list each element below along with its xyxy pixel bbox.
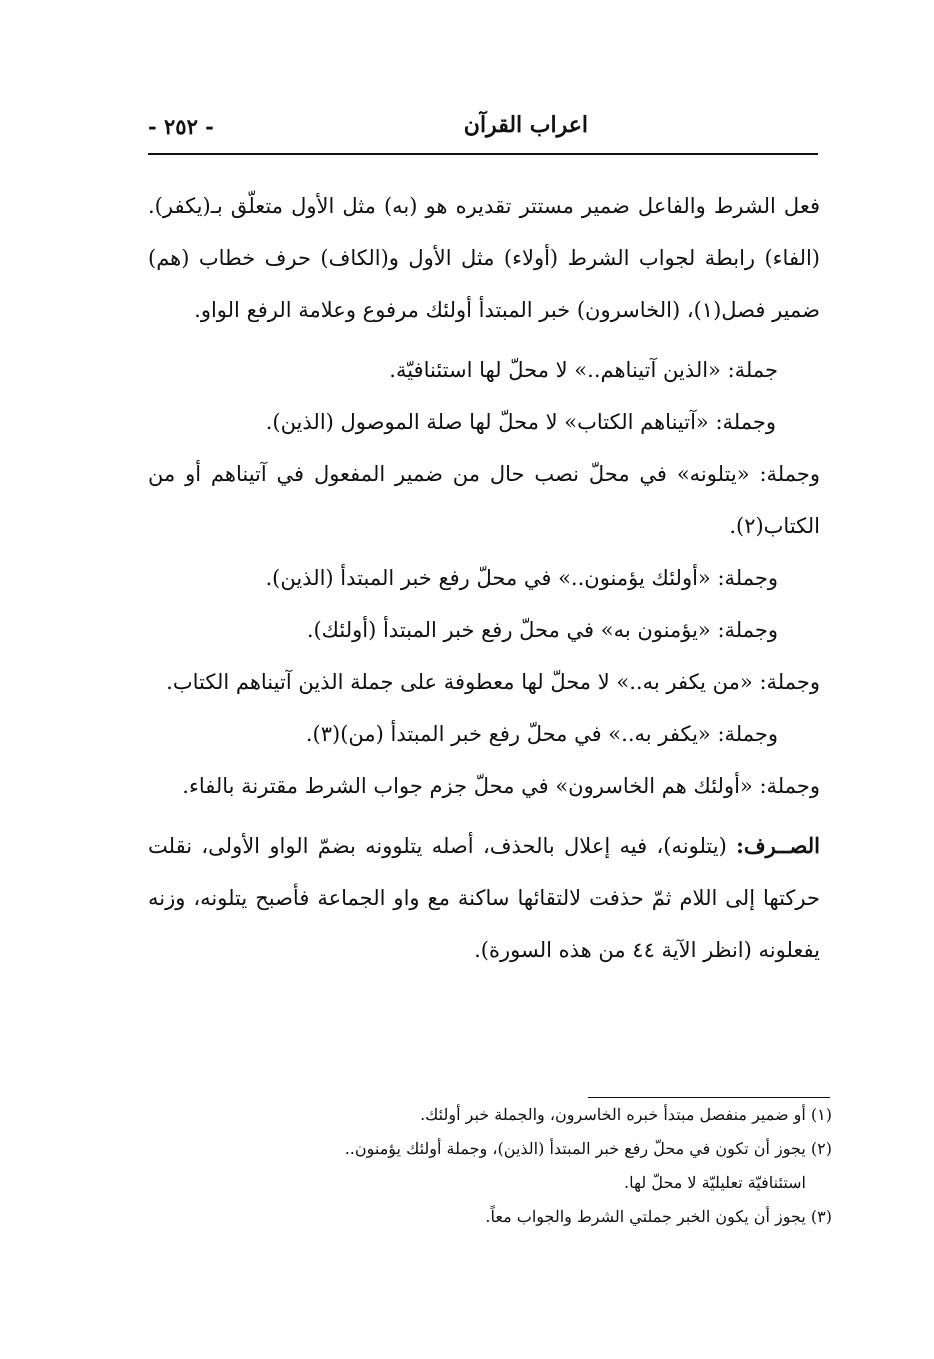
line-jumla-7: وجملة: «يكفر به..» في محلّ رفع خبر المبتدأ (من)(٣).	[305, 722, 778, 746]
page-number: - ٢٥٢ -	[148, 114, 214, 139]
paragraph-jumla-3: وجملة: «يتلونه» في محلّ نصب حال من ضمير المفعول في آتيناهم أو من الكتاب(٢).	[148, 462, 820, 538]
line-jumla-4: وجملة: «أولئك يؤمنون..» في محلّ رفع خبر المبتدأ (الذين).	[265, 566, 778, 590]
footnote-1: (١) أو ضمير منفصل مبتدأ خبره الخاسرون، والجملة خبر أولئك.	[420, 1105, 832, 1124]
running-title: اعراب القرآن	[463, 112, 588, 138]
line-jumla-1: جملة: «الذين آتيناهم..» لا محلّ لها استئنافيّة.	[389, 358, 778, 382]
footnote-2-line-2: استئنافيّة تعليليّة لا محلّ لها.	[624, 1173, 806, 1192]
footnote-2	[148, 1132, 832, 1200]
footnote-2-line-1: (٢) يجوز أن تكون في محلّ رفع خبر المبتدأ (الذين)، وجملة أولئك يؤمنون..	[344, 1139, 832, 1158]
header-rule	[148, 153, 818, 155]
page-header	[148, 112, 818, 152]
paragraph-grammar-analysis: فعل الشرط والفاعل ضمير مستتر تقديره هو (به) مثل الأول متعلّق بـ(يكفر). (الفاء) رابطة لجواب الشرط (أولاء) مثل الأول و(الكاف) حرف خطاب (هم) ضمير فصل(١)، (الخاسرون) خبر المبتدأ أولئك مرفوع وعلامة الرفع الواو.	[148, 194, 820, 322]
footnote-3: (٣) يجوز أن يكون الخبر جملتي الشرط والجواب معاً.	[485, 1207, 832, 1226]
paragraph-sarf	[148, 820, 820, 976]
line-jumla-5: وجملة: «يؤمنون به» في محلّ رفع خبر المبتدأ (أولئك).	[306, 618, 778, 642]
paragraph-jumla-8: وجملة: «أولئك هم الخاسرون» في محلّ جزم جواب الشرط مقترنة بالفاء.	[182, 774, 820, 798]
sarf-text: (يتلونه)، فيه إعلال بالحذف، أصله يتلوونه بضمّ الواو الأولى، نقلت حركتها إلى اللام ثمّ حذفت لالتقائها ساكنة مع واو الجماعة فأصبح يتلونه، وزنه يفعلونه (انظر الآية ٤٤ من هذه السورة).	[148, 834, 820, 962]
footnotes	[148, 1098, 832, 1234]
paragraph-jumla-6: وجملة: «من يكفر به..» لا محلّ لها معطوفة على جملة الذين آتيناهم الكتاب.	[166, 670, 820, 694]
line-jumla-2: وجملة: «آتيناهم الكتاب» لا محلّ لها صلة الموصول (الذين).	[265, 410, 776, 434]
sarf-heading: الصــرف:	[736, 833, 820, 858]
main-text	[148, 180, 820, 976]
